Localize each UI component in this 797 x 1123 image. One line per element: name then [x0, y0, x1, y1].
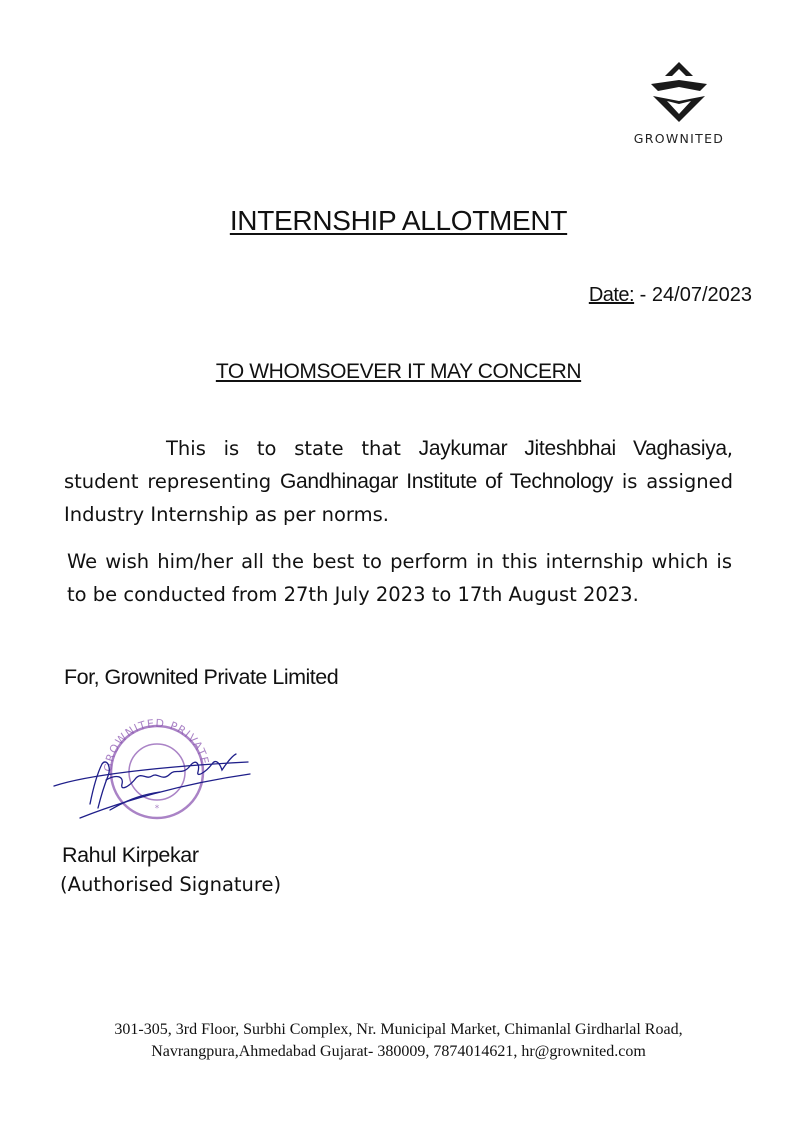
paragraph-wishes: We wish him/her all the best to perform in this internship which is to be conducted from 27th July 2023 to 17th August 2023. — [67, 550, 732, 606]
footer-line-1: 301-305, 3rd Floor, Surbhi Complex, Nr. Municipal Market, Chimanlal Girdharlal Road, — [114, 1021, 683, 1038]
footer-address — [0, 1019, 797, 1063]
date-label: Date: — [588, 284, 635, 306]
institute-name: Gandhinagar Institute of Technology — [279, 470, 614, 493]
signatory-designation: (Authorised Signature) — [60, 873, 282, 896]
logo-wordmark: GROWNITED — [633, 131, 725, 146]
signature-block — [50, 714, 260, 824]
signatory-name: Rahul Kirpekar — [62, 843, 199, 867]
stamp-text: GROWNITED PRIVATE — [101, 716, 212, 773]
signature-icon — [54, 754, 250, 818]
salutation: TO WHOMSOEVER IT MAY CONCERN — [215, 360, 582, 383]
student-name: Jaykumar Jiteshbhai Vaghasiya — [418, 437, 727, 460]
date-value: - 24/07/2023 — [634, 284, 752, 306]
statement-tail: is assigned Industry Internship as per norms. — [64, 470, 733, 526]
date-line — [589, 284, 752, 307]
statement-middle: , student representing — [64, 437, 733, 493]
for-company: For, Grownited Private Limited — [64, 665, 339, 689]
document-title: INTERNSHIP ALLOTMENT — [229, 205, 568, 236]
footer-line-2: Navrangpura,Ahmedabad Gujarat- 380009, 7874014621, hr@grownited.com — [151, 1043, 646, 1060]
company-stamp-icon — [50, 714, 260, 824]
svg-text:*: * — [154, 804, 160, 814]
paragraph-statement — [64, 432, 733, 531]
grownited-logo-icon — [647, 60, 711, 126]
company-logo — [614, 58, 744, 153]
statement-lead: This is to state that — [166, 437, 419, 460]
